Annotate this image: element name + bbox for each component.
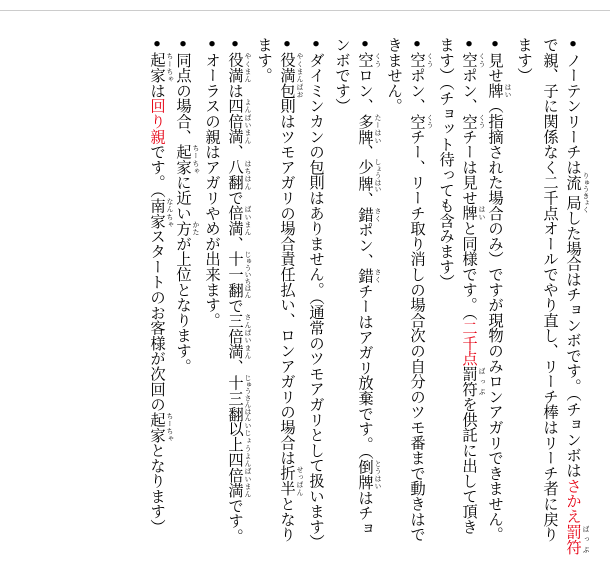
text-line: [355, 37, 381, 577]
text-segment: チーは見せ: [460, 128, 478, 206]
furigana-group: [226, 374, 251, 422]
text-segment: 折半: [278, 465, 296, 497]
rule-item: [381, 37, 433, 577]
text-segment: となり: [278, 496, 296, 542]
text-segment: 空: [460, 113, 478, 129]
furigana-group: [356, 459, 381, 490]
text-segment: 空: [408, 52, 426, 68]
highlighted-text: 罰符: [564, 523, 582, 555]
text-segment: で: [226, 190, 244, 206]
bullet-icon: [486, 37, 504, 52]
furigana: やくまん: [295, 52, 303, 83]
furigana: はちはん: [243, 159, 251, 191]
furigana-group: [460, 205, 485, 221]
text-line: [485, 37, 511, 577]
furigana-group: [174, 220, 199, 236]
furigana-group: [356, 52, 381, 68]
text-segment: 包: [278, 82, 296, 99]
furigana-group: [226, 313, 251, 360]
furigana-group: [356, 113, 381, 145]
text-segment: 倍満: [226, 205, 244, 236]
text-segment: となります）: [148, 442, 166, 535]
text-line: [537, 37, 563, 577]
top-divider: [0, 10, 610, 11]
text-segment: 八翻: [226, 159, 244, 191]
text-segment: ダイミンカンの包則はありません。（通常のツモアガリとして扱います）: [307, 52, 325, 550]
text-segment: 空: [460, 52, 478, 68]
furigana-group: [356, 268, 381, 284]
furigana: やくまん: [243, 52, 251, 83]
furigana: ちーちゃ: [165, 52, 173, 83]
highlighted-text: 回り親: [148, 98, 166, 145]
furigana: じゅうさんはん: [243, 374, 251, 422]
furigana-group: [460, 366, 485, 397]
text-segment: です。（: [148, 144, 166, 198]
rule-item: [225, 37, 251, 577]
text-segment: 多牌: [356, 113, 374, 145]
text-segment: が上位となります。: [174, 235, 192, 374]
text-segment: ます。: [255, 37, 273, 83]
text-line: [147, 37, 173, 577]
furigana-group: [226, 52, 251, 83]
text-segment: は: [226, 82, 244, 99]
furigana: さく: [373, 268, 381, 284]
furigana-group: [226, 205, 251, 236]
text-segment: を供託に出して頂き: [460, 396, 478, 535]
text-segment: オーラスの親はアガリやめが出来ます。: [203, 52, 221, 328]
rules-list: [147, 37, 589, 577]
furigana-group: [356, 158, 381, 193]
text-segment: 役満: [226, 52, 244, 83]
text-segment: ます）（チョット待っても含みます）: [437, 37, 455, 290]
furigana: ばっぷ: [477, 366, 485, 397]
text-segment: 起家: [148, 411, 166, 443]
furigana-group: [460, 52, 485, 68]
furigana-group: [226, 251, 251, 299]
bullet-icon: [356, 37, 374, 52]
text-segment: きません。: [385, 37, 403, 114]
furigana-group: [278, 52, 303, 83]
furigana: よんばいまん: [243, 452, 251, 498]
furigana: はい: [477, 205, 485, 221]
furigana: さく: [373, 206, 381, 223]
text-segment: 起家: [148, 52, 166, 83]
highlighted-text: 二千点: [460, 320, 478, 366]
furigana: いじょう: [243, 421, 251, 453]
text-segment: 空: [408, 113, 426, 129]
furigana: ばいまん: [243, 205, 251, 236]
bullet-icon: [564, 37, 582, 52]
text-segment: ます）: [515, 37, 533, 83]
text-segment: ポン、: [356, 222, 374, 269]
furigana-group: [408, 52, 433, 68]
text-segment: で親、子に関係なく二千点オールでやり直し、リーチ棒はリーチ者に戻り: [541, 37, 559, 542]
text-segment: した場合はチョンボです。（チョンボは: [564, 210, 582, 478]
furigana: くう: [477, 52, 485, 68]
text-segment: 空: [356, 52, 374, 68]
furigana: とうはい: [373, 459, 381, 490]
text-segment: 錯: [356, 268, 374, 284]
rule-item: [329, 37, 381, 577]
bullet-icon: [226, 37, 244, 52]
furigana: くう: [373, 52, 381, 68]
text-segment: ポン、: [460, 67, 478, 114]
furigana: ちーちゃ: [191, 144, 199, 175]
text-line: [511, 37, 537, 577]
rule-item: [251, 37, 303, 577]
furigana: はい: [503, 82, 511, 99]
text-segment: 牌: [460, 205, 478, 221]
text-segment: 流局: [564, 172, 582, 213]
bullet-icon: [174, 37, 192, 52]
furigana-group: [486, 82, 511, 99]
text-segment: 役満: [278, 52, 296, 83]
furigana: りゅうきょく: [581, 172, 589, 213]
rule-item: [485, 37, 511, 577]
text-segment: 罰符: [460, 366, 478, 397]
text-segment: 方: [174, 220, 192, 236]
text-segment: 、: [226, 235, 244, 252]
rule-item: [173, 37, 199, 577]
furigana: ぱお: [295, 82, 303, 99]
furigana-group: [278, 82, 303, 99]
text-line: [173, 37, 199, 577]
text-segment: 四倍満: [226, 452, 244, 498]
highlighted-text: さかえ: [564, 477, 582, 524]
text-segment: チーはアガリ放棄です。（: [356, 283, 374, 460]
rule-item: [433, 37, 485, 577]
text-segment: （指摘された場合のみ）ですが現物のみロンアガリできません。: [486, 98, 504, 542]
text-segment: ノーテンリーチは: [564, 52, 582, 175]
bullet-icon: [148, 37, 166, 52]
text-segment: 、: [226, 144, 244, 160]
text-segment: 倒牌: [356, 459, 374, 490]
text-segment: は: [148, 82, 166, 99]
text-segment: 十一翻: [226, 251, 244, 299]
text-segment: 以上: [226, 421, 244, 453]
furigana: かた: [191, 220, 199, 236]
furigana-group: [564, 172, 589, 213]
text-segment: に近い: [174, 174, 192, 221]
text-segment: はチョ: [356, 489, 374, 536]
furigana-group: [460, 113, 485, 129]
rule-item: [147, 37, 173, 577]
bullet-icon: [203, 37, 221, 52]
furigana-group: [148, 197, 173, 229]
text-segment: チー、リーチ取り消しの場合次の自分のツモ番まで動きはで: [408, 128, 426, 542]
furigana-group: [226, 421, 251, 453]
text-segment: ロン、: [356, 67, 374, 114]
furigana-group: [226, 452, 251, 498]
furigana-group: [226, 98, 251, 145]
text-segment: 南家: [148, 197, 166, 229]
furigana: くう: [425, 113, 433, 129]
furigana-group: [408, 113, 433, 129]
text-segment: ンボです）: [333, 37, 351, 114]
text-segment: 錯: [356, 206, 374, 223]
furigana-group: [564, 523, 589, 555]
text-segment: 、: [226, 359, 244, 375]
text-segment: 見せ: [486, 52, 504, 83]
text-segment: と同様です。（: [460, 220, 478, 321]
bullet-icon: [307, 37, 325, 52]
text-segment: 、: [356, 144, 374, 160]
furigana-group: [226, 159, 251, 191]
text-segment: スタートのお客様が次回の: [148, 228, 166, 412]
rule-item: [511, 37, 589, 577]
furigana: くう: [425, 52, 433, 68]
text-segment: です。: [226, 497, 244, 544]
furigana-group: [148, 52, 173, 83]
bullet-icon: [460, 37, 478, 52]
furigana: じゅういちはん: [243, 251, 251, 299]
text-line: [303, 37, 329, 577]
text-segment: 同点の場合、: [174, 52, 192, 145]
text-line: [277, 37, 303, 577]
text-segment: 則はツモアガリの場合責任払い、ロンアガリの場合は: [278, 98, 296, 466]
furigana-group: [174, 144, 199, 175]
furigana: ちーちゃ: [165, 411, 173, 443]
text-segment: 十三翻: [226, 374, 244, 422]
furigana: さんばいまん: [243, 313, 251, 360]
text-segment: 、: [356, 191, 374, 207]
furigana-group: [148, 411, 173, 443]
furigana: ばっぷ: [581, 523, 589, 555]
bullet-icon: [278, 37, 296, 52]
furigana: よんばいまん: [243, 98, 251, 145]
text-line: [407, 37, 433, 577]
text-segment: 牌: [486, 82, 504, 99]
bullet-icon: [408, 37, 426, 52]
furigana: せっぱん: [295, 465, 303, 497]
furigana: くう: [477, 113, 485, 129]
furigana: なんちゃ: [165, 197, 173, 229]
text-segment: で: [226, 298, 244, 314]
text-line: [225, 37, 251, 577]
text-segment: ポン、: [408, 67, 426, 114]
text-line: [563, 37, 589, 577]
text-segment: 少牌: [356, 158, 374, 193]
text-line: [459, 37, 485, 577]
text-segment: 起家: [174, 144, 192, 175]
text-segment: 四倍満: [226, 98, 244, 145]
furigana: しょうはい: [373, 158, 381, 193]
furigana: たーはい: [373, 113, 381, 145]
rule-item: [303, 37, 329, 577]
furigana-group: [356, 206, 381, 223]
furigana-group: [278, 465, 303, 497]
text-segment: 三倍満: [226, 313, 244, 360]
